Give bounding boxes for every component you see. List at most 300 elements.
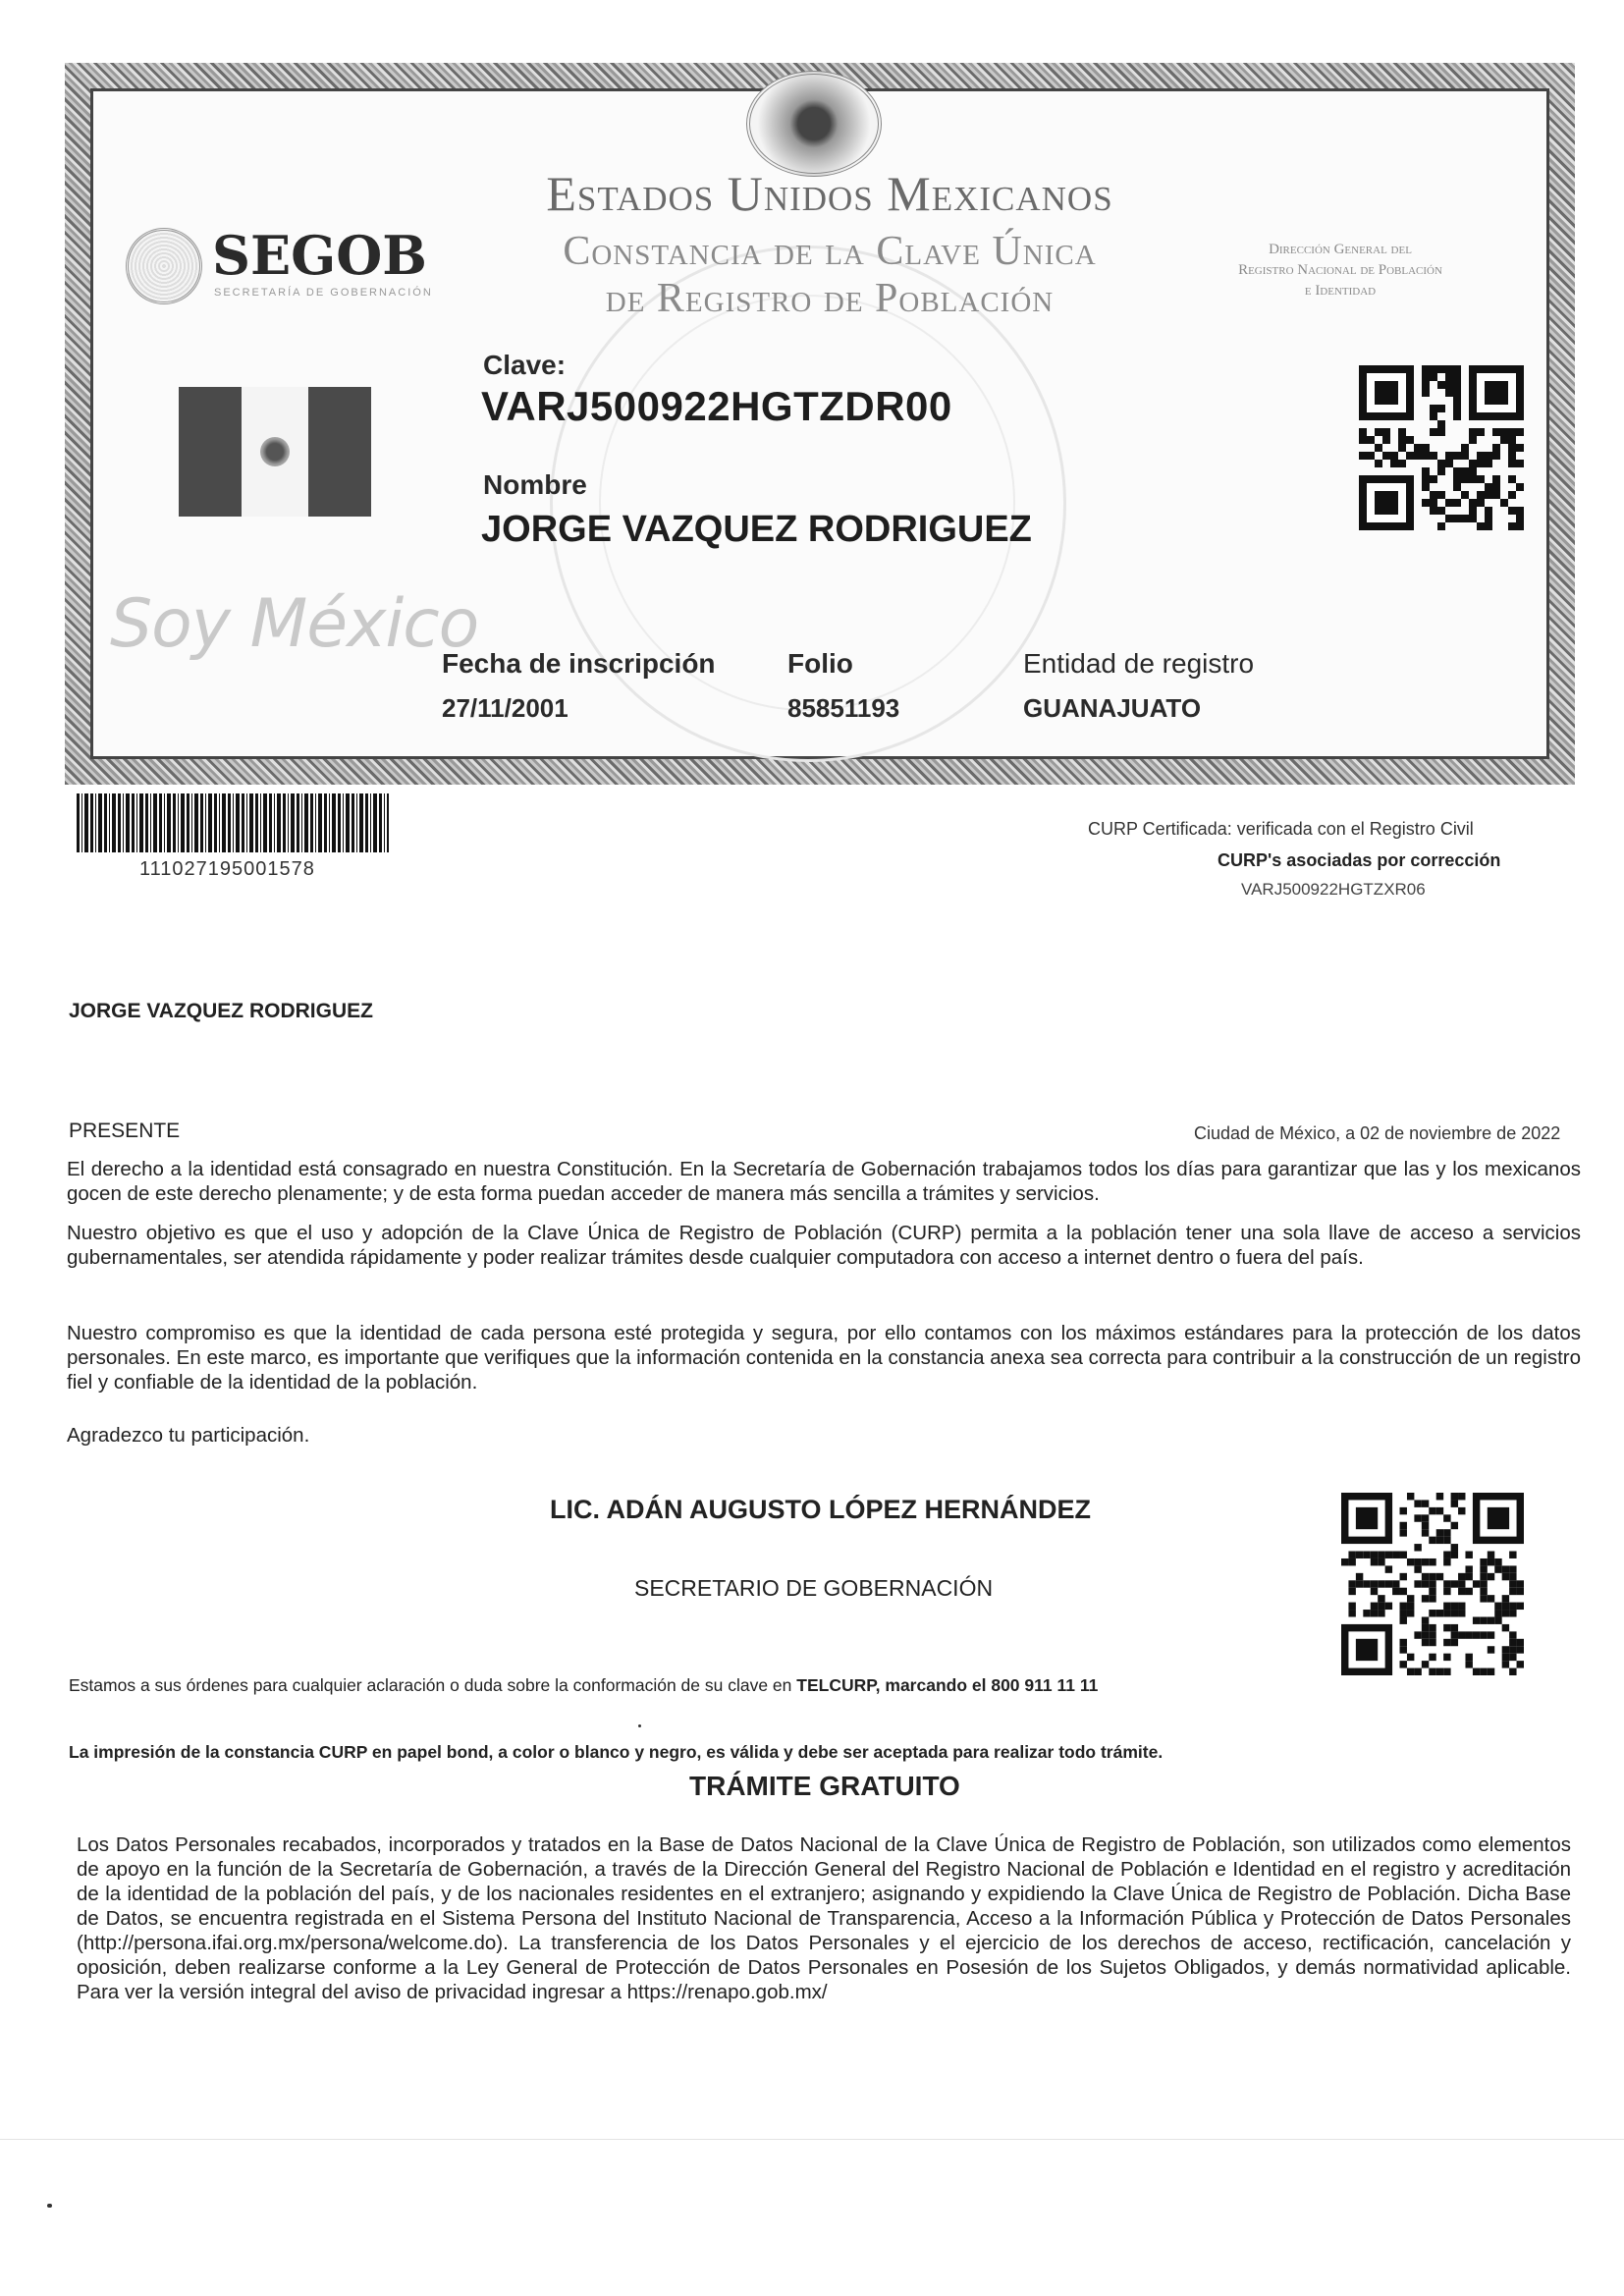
qr-module xyxy=(1451,1610,1458,1616)
flag-emblem-icon xyxy=(260,437,290,466)
qr-module xyxy=(1422,1573,1429,1580)
qr-module xyxy=(1436,1529,1443,1536)
qr-module xyxy=(1458,1588,1465,1595)
direccion-line-2: Registro Nacional de Población xyxy=(1238,262,1442,278)
qr-module xyxy=(1429,1668,1435,1675)
qr-module xyxy=(1359,428,1367,436)
qr-module xyxy=(1437,507,1445,515)
qr-module xyxy=(1414,452,1422,460)
qr-module xyxy=(1465,1573,1472,1580)
qr-module xyxy=(1430,405,1437,412)
qr-module xyxy=(1485,515,1492,522)
qr-module xyxy=(1430,452,1437,460)
qr-module xyxy=(1385,1603,1392,1610)
qr-module xyxy=(1437,381,1445,389)
qr-module xyxy=(1429,1624,1435,1631)
qr-module xyxy=(1430,475,1437,483)
qr-module xyxy=(1414,444,1422,452)
qr-module xyxy=(1461,444,1469,452)
qr-module xyxy=(1356,1573,1363,1580)
qr-module xyxy=(1443,1552,1450,1558)
qr-module xyxy=(1477,491,1485,499)
qr-module xyxy=(1359,452,1367,460)
fecha-inscripcion-value: 27/11/2001 xyxy=(442,693,568,723)
qr-module xyxy=(1422,483,1430,491)
qr-module xyxy=(1492,428,1500,436)
qr-module xyxy=(1465,1661,1472,1667)
qr-module xyxy=(1422,499,1430,507)
qr-module xyxy=(1348,1588,1355,1595)
qr-module xyxy=(1445,460,1453,467)
qr-module xyxy=(1422,475,1430,483)
qr-module xyxy=(1469,515,1477,522)
curp-asociadas-label: CURP's asociadas por corrección xyxy=(1218,850,1501,870)
qr-module xyxy=(1429,1654,1435,1661)
qr-module xyxy=(1488,1646,1494,1653)
qr-module xyxy=(1517,1661,1524,1667)
qr-module xyxy=(1422,389,1430,397)
telcurp-notice xyxy=(69,1675,1098,1696)
qr-module xyxy=(1348,1603,1355,1610)
qr-module xyxy=(1363,1580,1370,1587)
signatory-position: SECRETARIO DE GOBERNACIÓN xyxy=(634,1575,994,1601)
qr-module xyxy=(1492,452,1500,460)
entidad-registro-value: GUANAJUATO xyxy=(1023,693,1202,723)
qr-module xyxy=(1508,507,1516,515)
qr-module xyxy=(1509,1573,1516,1580)
qr-module xyxy=(1500,436,1508,444)
qr-module xyxy=(1502,1573,1509,1580)
qr-module xyxy=(1509,1588,1516,1595)
qr-module xyxy=(1473,1631,1480,1638)
qr-module xyxy=(1480,1565,1487,1572)
qr-module xyxy=(1480,1588,1487,1595)
qr-module xyxy=(1516,444,1524,452)
qr-module xyxy=(1407,1493,1414,1500)
qr-module xyxy=(1385,1552,1392,1558)
qr-module xyxy=(1469,475,1477,483)
qr-module xyxy=(1437,467,1445,475)
qr-module xyxy=(1509,1631,1516,1638)
qr-module xyxy=(1398,460,1406,467)
qr-module xyxy=(1473,1616,1480,1623)
qr-module xyxy=(1469,467,1477,475)
qr-module xyxy=(1509,1668,1516,1675)
qr-module xyxy=(1414,1565,1421,1572)
qr-module xyxy=(1406,452,1414,460)
qr-module xyxy=(1414,1544,1421,1551)
fecha-inscripcion-label: Fecha de inscripción xyxy=(442,648,716,679)
qr-module xyxy=(1517,1580,1524,1587)
qr-module xyxy=(1443,1588,1450,1595)
qr-module xyxy=(1430,373,1437,381)
tramite-gratuito: TRÁMITE GRATUITO xyxy=(689,1771,960,1801)
qr-module xyxy=(1502,1603,1509,1610)
qr-module xyxy=(1509,1646,1516,1653)
qr-module xyxy=(1469,428,1477,436)
qr-module xyxy=(1465,1552,1472,1558)
qr-module xyxy=(1422,1514,1429,1521)
qr-module xyxy=(1451,1603,1458,1610)
qr-module xyxy=(1480,1631,1487,1638)
qr-module xyxy=(1371,1552,1378,1558)
qr-module xyxy=(1443,1610,1450,1616)
qr-module xyxy=(1473,1668,1480,1675)
qr-module xyxy=(1437,460,1445,467)
qr-module xyxy=(1422,467,1430,475)
qr-module xyxy=(1480,1668,1487,1675)
qr-module xyxy=(1477,428,1485,436)
qr-module xyxy=(1508,428,1516,436)
qr-module xyxy=(1414,1580,1421,1587)
qr-module xyxy=(1375,460,1382,467)
qr-module xyxy=(1443,1639,1450,1646)
qr-module xyxy=(1453,515,1461,522)
qr-module xyxy=(1445,365,1453,373)
qr-module xyxy=(1517,1646,1524,1653)
qr-module xyxy=(1451,1500,1458,1506)
nombre-value: JORGE VAZQUEZ RODRIGUEZ xyxy=(481,509,1032,550)
qr-module xyxy=(1453,412,1461,420)
qr-module xyxy=(1453,397,1461,405)
qr-module xyxy=(1451,1580,1458,1587)
qr-module xyxy=(1392,1552,1399,1558)
qr-module xyxy=(1429,1595,1435,1602)
qr-module xyxy=(1398,444,1406,452)
qr-module xyxy=(1488,1668,1494,1675)
qr-module xyxy=(1400,1573,1407,1580)
qr-module xyxy=(1407,1610,1414,1616)
letter-paragraph-1: El derecho a la identidad está consagrado en nuestra Constitución. En la Secretaría de Gobernación trabajamos todos los días para garantizar que las y los mexicanos gocen de este derecho plenamente; y de esta forma puedan acceder de manera más sencilla a trámites y servicios. xyxy=(67,1158,1581,1205)
qr-module xyxy=(1492,483,1500,491)
qr-module xyxy=(1371,1610,1378,1616)
qr-finder-pattern xyxy=(1375,491,1398,515)
qr-module xyxy=(1422,1580,1429,1587)
qr-module xyxy=(1348,1558,1355,1565)
qr-module xyxy=(1509,1654,1516,1661)
letter-paragraph-4: Agradezco tu participación. xyxy=(67,1424,310,1447)
qr-module xyxy=(1429,1580,1435,1587)
qr-module xyxy=(1485,522,1492,530)
qr-module xyxy=(1451,1552,1458,1558)
qr-module xyxy=(1430,491,1437,499)
qr-module xyxy=(1356,1580,1363,1587)
qr-module xyxy=(1436,1610,1443,1616)
qr-module xyxy=(1392,1588,1399,1595)
top-eagle-emblem-icon xyxy=(746,71,882,177)
qr-module xyxy=(1500,499,1508,507)
qr-module xyxy=(1517,1588,1524,1595)
qr-module xyxy=(1461,467,1469,475)
qr-module xyxy=(1400,1661,1407,1667)
qr-module xyxy=(1458,1603,1465,1610)
clave-label: Clave: xyxy=(483,350,567,380)
qr-module xyxy=(1407,1603,1414,1610)
qr-module xyxy=(1480,1580,1487,1587)
qr-module xyxy=(1429,1610,1435,1616)
nombre-label: Nombre xyxy=(483,469,587,500)
qr-module xyxy=(1356,1552,1363,1558)
qr-module xyxy=(1516,428,1524,436)
qr-finder-pattern xyxy=(1375,381,1398,405)
qr-module xyxy=(1430,499,1437,507)
qr-module xyxy=(1494,1610,1501,1616)
qr-module xyxy=(1407,1558,1414,1565)
qr-module xyxy=(1445,515,1453,522)
qr-module xyxy=(1485,491,1492,499)
direccion-line-3: e Identidad xyxy=(1304,283,1377,299)
qr-module xyxy=(1480,1595,1487,1602)
qr-module xyxy=(1461,452,1469,460)
qr-module xyxy=(1488,1558,1494,1565)
qr-module xyxy=(1453,365,1461,373)
qr-module xyxy=(1385,1565,1392,1572)
qr-module xyxy=(1443,1624,1450,1631)
qr-module xyxy=(1375,428,1382,436)
qr-module xyxy=(1371,1558,1378,1565)
qr-module xyxy=(1488,1573,1494,1580)
entidad-registro-label: Entidad de registro xyxy=(1023,648,1255,679)
signatory-name: LIC. ADÁN AUGUSTO LÓPEZ HERNÁNDEZ xyxy=(550,1495,1092,1524)
qr-module xyxy=(1429,1588,1435,1595)
qr-module xyxy=(1367,452,1375,460)
qr-module xyxy=(1502,1661,1509,1667)
qr-module xyxy=(1385,1580,1392,1587)
qr-module xyxy=(1414,1668,1421,1675)
qr-module xyxy=(1400,1603,1407,1610)
qr-module xyxy=(1363,1610,1370,1616)
qr-module xyxy=(1509,1552,1516,1558)
qr-module xyxy=(1477,499,1485,507)
qr-module xyxy=(1430,412,1437,420)
page-divider xyxy=(0,2139,1624,2140)
qr-module xyxy=(1422,373,1430,381)
qr-module xyxy=(1485,460,1492,467)
qr-module xyxy=(1488,1616,1494,1623)
qr-module xyxy=(1390,452,1398,460)
qr-module xyxy=(1453,405,1461,412)
qr-module xyxy=(1371,1580,1378,1587)
qr-module xyxy=(1400,1616,1407,1623)
letter-paragraph-3: Nuestro compromiso es que la identidad de cada persona esté protegida y segura, por ello contamos con los máximos estándares para la protección de los datos personales. En este marco, es importante que verifiques que la información contenida en la constancia anexa sea correcta para contribuir a la construcción de un registro fiel y confiable de la identidad de la población. xyxy=(67,1322,1581,1394)
mexican-flag-icon xyxy=(179,387,371,517)
qr-module xyxy=(1469,507,1477,515)
qr-module xyxy=(1341,1558,1348,1565)
qr-module xyxy=(1407,1668,1414,1675)
qr-module xyxy=(1382,436,1390,444)
qr-module xyxy=(1400,1588,1407,1595)
qr-module xyxy=(1509,1565,1516,1572)
direccion-general xyxy=(1164,240,1517,301)
qr-module xyxy=(1400,1646,1407,1653)
qr-module xyxy=(1500,428,1508,436)
soy-mexico-slogan: Soy México xyxy=(110,585,479,663)
qr-module xyxy=(1414,1558,1421,1565)
qr-module xyxy=(1407,1654,1414,1661)
qr-module xyxy=(1492,475,1500,483)
qr-module xyxy=(1348,1580,1355,1587)
clave-value: VARJ500922HGTZDR00 xyxy=(481,383,952,429)
qr-module xyxy=(1458,1610,1465,1616)
qr-module xyxy=(1429,1507,1435,1514)
qr-module xyxy=(1390,460,1398,467)
qr-module xyxy=(1465,1565,1472,1572)
qr-module xyxy=(1516,460,1524,467)
qr-module xyxy=(1502,1610,1509,1616)
qr-module xyxy=(1480,1558,1487,1565)
qr-module xyxy=(1445,452,1453,460)
qr-module xyxy=(1516,522,1524,530)
qr-module xyxy=(1382,452,1390,460)
qr-module xyxy=(1461,475,1469,483)
qr-finder-pattern xyxy=(1356,1639,1378,1661)
qr-module xyxy=(1422,381,1430,389)
qr-module xyxy=(1469,436,1477,444)
qr-module xyxy=(1453,389,1461,397)
qr-module xyxy=(1502,1654,1509,1661)
folio-value: 85851193 xyxy=(787,693,900,723)
qr-module xyxy=(1436,1537,1443,1544)
qr-module xyxy=(1422,452,1430,460)
letter-paragraph-2: Nuestro objetivo es que el uso y adopción de la Clave Única de Registro de Población (CURP) permita a la población tener una sola llave de acceso a servicios gubernamentales, ser atendida rápidamente y poder realizar trámites desde cualquier computadora con acceso a internet dentro o fuera del país. xyxy=(67,1222,1581,1269)
letter-recipient: JORGE VAZQUEZ RODRIGUEZ xyxy=(69,1000,373,1022)
qr-module xyxy=(1494,1558,1501,1565)
flag-right-band xyxy=(308,387,371,517)
qr-module xyxy=(1436,1493,1443,1500)
folio-label: Folio xyxy=(787,648,853,679)
qr-module xyxy=(1458,1493,1465,1500)
privacy-notice: Los Datos Personales recabados, incorporados y tratados en la Base de Datos Nacional de la Clave Única de Registro de Población, son utilizados como elementos de apoyo en la función de la Secretaría de Gobernación, a través de la Dirección General del Registro Nacional de Población e Identidad en el registro y acreditación de la identidad de la población del país, y de los nacionales residentes en el extranjero; asignando y expidiendo la Clave Única de Registro de Población. Dicha Base de Datos, se encuentra registrada en el Sistema Persona del Instituto Nacional de Transparencia, Acceso a la Información Pública y Protección de Datos Personales (http://persona.ifai.org.mx/persona/welcome.do). La transferencia de los Datos Personales y el ejercicio de los derechos de acceso, rectificación, cancelación y oposición, deben realizarse conforme a la Ley General de Protección de Datos Personales en Posesión de los Sujetos Obligados, y demás normatividad aplicable. Para ver la versión integral del aviso de privacidad ingresar a https://renapo.gob.mx/ xyxy=(77,1833,1571,2003)
qr-module xyxy=(1398,428,1406,436)
qr-module xyxy=(1445,389,1453,397)
qr-module xyxy=(1451,1493,1458,1500)
qr-module xyxy=(1414,1500,1421,1506)
qr-module xyxy=(1443,1529,1450,1536)
qr-module xyxy=(1458,1631,1465,1638)
qr-module xyxy=(1451,1631,1458,1638)
qr-module xyxy=(1453,381,1461,389)
qr-module xyxy=(1443,1514,1450,1521)
qr-module xyxy=(1348,1610,1355,1616)
qr-module xyxy=(1429,1573,1435,1580)
qr-module xyxy=(1400,1610,1407,1616)
flag-left-band xyxy=(179,387,242,517)
qr-module xyxy=(1437,491,1445,499)
qr-module xyxy=(1367,436,1375,444)
qr-module xyxy=(1400,1529,1407,1536)
qr-module xyxy=(1422,365,1430,373)
qr-module xyxy=(1375,444,1382,452)
qr-module xyxy=(1509,1603,1516,1610)
letter-presente: PRESENTE xyxy=(69,1120,181,1142)
qr-module xyxy=(1480,1573,1487,1580)
qr-module xyxy=(1453,452,1461,460)
qr-module xyxy=(1378,1552,1384,1558)
qr-module xyxy=(1445,381,1453,389)
qr-module xyxy=(1378,1595,1384,1602)
direccion-line-1: Dirección General del xyxy=(1269,242,1412,257)
qr-module xyxy=(1443,1603,1450,1610)
qr-code-icon xyxy=(1359,365,1524,530)
qr-module xyxy=(1382,428,1390,436)
qr-module xyxy=(1509,1639,1516,1646)
qr-module xyxy=(1443,1654,1450,1661)
qr-module xyxy=(1488,1552,1494,1558)
qr-module xyxy=(1406,436,1414,444)
qr-module xyxy=(1508,436,1516,444)
telcurp-text: Estamos a sus órdenes para cualquier aclaración o duda sobre la conformación de su clave en xyxy=(69,1675,792,1695)
qr-module xyxy=(1363,1552,1370,1558)
qr-module xyxy=(1517,1639,1524,1646)
qr-module xyxy=(1494,1565,1501,1572)
qr-module xyxy=(1437,420,1445,428)
barcode-number: 111027195001578 xyxy=(139,858,315,880)
qr-module xyxy=(1422,1529,1429,1536)
qr-finder-pattern xyxy=(1488,1507,1509,1529)
qr-module xyxy=(1494,1616,1501,1623)
qr-module xyxy=(1465,1631,1472,1638)
qr-module xyxy=(1378,1610,1384,1616)
qr-module xyxy=(1430,428,1437,436)
qr-module xyxy=(1407,1595,1414,1602)
qr-module xyxy=(1436,1507,1443,1514)
qr-module xyxy=(1430,365,1437,373)
qr-module xyxy=(1492,444,1500,452)
qr-module xyxy=(1422,1522,1429,1529)
qr-module xyxy=(1422,1595,1429,1602)
qr-module xyxy=(1516,515,1524,522)
qr-module xyxy=(1508,460,1516,467)
title-constancia: Constancia de la Clave Única xyxy=(563,229,1097,274)
qr-module xyxy=(1485,483,1492,491)
qr-module xyxy=(1508,444,1516,452)
qr-module xyxy=(1453,499,1461,507)
qr-module xyxy=(1443,1668,1450,1675)
qr-module xyxy=(1458,1573,1465,1580)
qr-module xyxy=(1422,1631,1429,1638)
qr-module xyxy=(1422,444,1430,452)
qr-module xyxy=(1443,1537,1450,1544)
qr-module xyxy=(1414,1631,1421,1638)
qr-module xyxy=(1451,1624,1458,1631)
qr-module xyxy=(1516,483,1524,491)
impresion-notice: La impresión de la constancia CURP en papel bond, a color o blanco y negro, es válida y debe ser aceptada para realizar todo trámite. xyxy=(69,1742,1164,1762)
qr-module xyxy=(1492,491,1500,499)
scan-speck xyxy=(638,1724,641,1727)
qr-module xyxy=(1458,1507,1465,1514)
qr-module xyxy=(1429,1631,1435,1638)
qr-module xyxy=(1477,475,1485,483)
qr-module xyxy=(1422,1500,1429,1506)
qr-module xyxy=(1458,1580,1465,1587)
qr-module xyxy=(1422,1624,1429,1631)
qr-module xyxy=(1400,1507,1407,1514)
qr-module xyxy=(1371,1603,1378,1610)
qr-module xyxy=(1469,460,1477,467)
qr-module xyxy=(1371,1588,1378,1595)
qr-module xyxy=(1502,1646,1509,1653)
qr-module xyxy=(1473,1580,1480,1587)
qr-module xyxy=(1453,373,1461,381)
title-registro: de Registro de Población xyxy=(605,276,1055,321)
qr-module xyxy=(1451,1522,1458,1529)
qr-module xyxy=(1453,483,1461,491)
qr-module xyxy=(1465,1588,1472,1595)
title-estados-unidos: Estados Unidos Mexicanos xyxy=(546,166,1113,221)
qr-module xyxy=(1485,452,1492,460)
qr-module xyxy=(1494,1603,1501,1610)
qr-finder-pattern xyxy=(1356,1507,1378,1529)
